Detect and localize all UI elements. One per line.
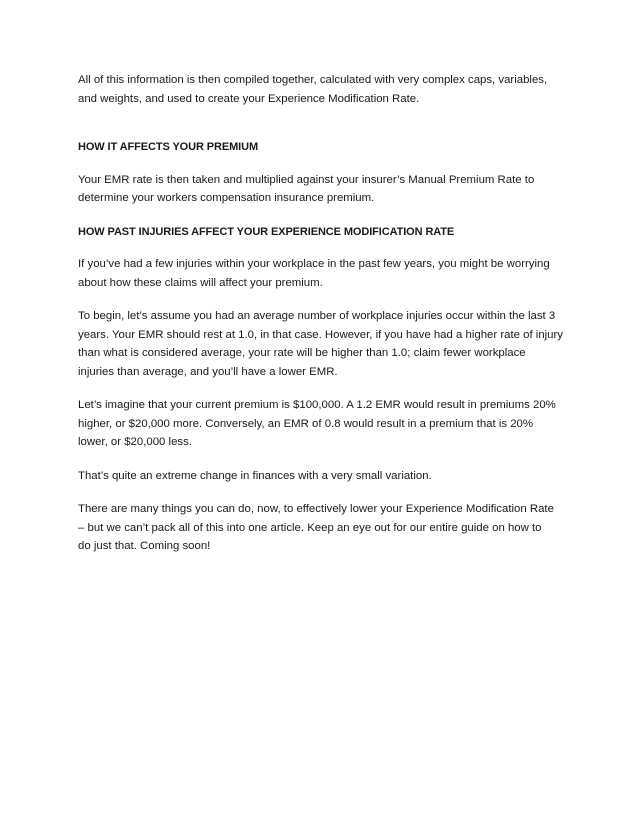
document-body <box>78 71 568 571</box>
paragraph-average-injuries: To begin, let’s assume you had an average number of workplace injuries occur within the last 3 years. Your EMR should rest at 1.0, in that case. However, if you have had a higher rate of injury than what is considered average, your rate will be higher than 1.0; claim fewer workplace injuries than average, and you’ll have a lower EMR. <box>78 310 564 378</box>
paragraph-intro: All of this information is then compiled together, calculated with very complex caps, variables, and weights, and used to create your Experience Modification Rate. <box>78 74 548 105</box>
heading-past-injuries: HOW PAST INJURIES AFFECT YOUR EXPERIENCE MODIFICATION RATE <box>78 225 455 238</box>
paragraph-emr-rate: Your EMR rate is then taken and multiplied against your insurer’s Manual Premium Rate to determine your workers compensation insurance premium. <box>78 173 535 204</box>
paragraph-premium-example: Let’s imagine that your current premium is $100,000. A 1.2 EMR would result in premiums 20% higher, or $20,000 more. Conversely, an EMR of 0.8 would result in a premium that is 20% lower, or $20,000 less. <box>78 399 556 448</box>
paragraph-finance-change: That’s quite an extreme change in finances with a very small variation. <box>78 469 432 482</box>
paragraph-injuries-worry: If you’ve had a few injuries within your workplace in the past few years, you might be worrying about how these claims will affect your premium. <box>78 258 550 289</box>
heading-premium-effect: HOW IT AFFECTS YOUR PREMIUM <box>78 141 259 153</box>
paragraph-coming-soon: There are many things you can do, now, to effectively lower your Experience Modification Rate – but we can’t pack all of this into one article. Keep an eye out for our entire guide on how to do just that. Coming soon! <box>78 503 554 552</box>
